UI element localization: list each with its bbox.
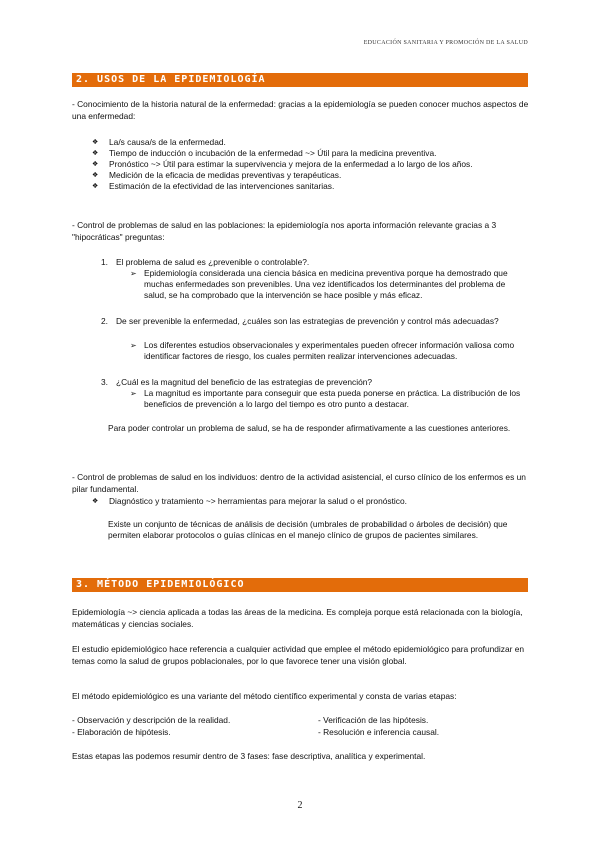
answer-1: ➢ Epidemiología considerada una ciencia básica en medicina preventiva porque ha demostrado que muchas enfermedades son prevenibles. Una vez identificados los determinantes del problema de salud, se ha comprobado que la intervención se hace posible y más eficaz. xyxy=(130,268,508,300)
list-item: ❖ Estimación de la efectividad de las intervenciones sanitarias. xyxy=(92,181,335,191)
list-item: ❖ Pronóstico ~> Útil para estimar la supervivencia y mejora de la enfermedad a lo largo de los años. xyxy=(92,159,473,169)
diamond-bullet-icon: ❖ xyxy=(92,139,99,146)
questions-closing-paragraph: Para poder controlar un problema de salud, se ha de responder afirmativamente a las cuestiones anteriores. xyxy=(108,423,511,433)
stages-column-left xyxy=(72,714,230,738)
arrow-bullet-icon: ➢ xyxy=(130,389,137,398)
arrow-bullet-icon: ➢ xyxy=(130,341,137,350)
section-heading-usos xyxy=(72,73,528,87)
method-paragraph-1: Epidemiología ~> ciencia aplicada a todas las áreas de la medicina. Es compleja porque está relacionada con la biología, matemáticas y ciencias sociales. xyxy=(72,607,523,629)
stages-column-right xyxy=(318,714,439,738)
individuals-paragraph: - Control de problemas de salud en los individuos: dentro de la actividad asistencial, el curso clínico de los enfermos es un pilar fundamental. xyxy=(72,472,526,494)
answer-3: ➢ La magnitud es importante para conseguir que esta pueda ponerse en práctica. La distribución de los beneficios de prevención a lo largo del tiempo es otro punto a destacar. xyxy=(130,388,521,409)
question-3: 3. ¿Cuál es la magnitud del beneficio de las estrategias de prevención? xyxy=(101,377,373,387)
list-item: - Elaboración de hipótesis. xyxy=(72,727,171,737)
method-paragraph-3: El método epidemiológico es una variante del método científico experimental y consta de varias etapas: xyxy=(72,691,457,701)
diamond-bullet-icon: ❖ xyxy=(92,161,99,168)
individuals-list xyxy=(92,496,532,507)
question-1: 1. El problema de salud es ¿prevenible o controlable?. xyxy=(101,257,310,267)
diamond-bullet-icon: ❖ xyxy=(92,150,99,157)
section-title: 3. MÉTODO EPIDEMIOLÓGICO xyxy=(76,579,245,590)
list-item: ❖ La/s causa/s de la enfermedad. xyxy=(92,137,226,147)
list-item: - Resolución e inferencia causal. xyxy=(318,727,440,737)
diamond-bullet-icon: ❖ xyxy=(92,172,99,179)
method-paragraph-4: Estas etapas las podemos resumir dentro de 3 fases: fase descriptiva, analítica y experimental. xyxy=(72,751,426,761)
list-item: - Observación y descripción de la realidad. xyxy=(72,715,231,725)
arrow-bullet-icon: ➢ xyxy=(130,269,137,278)
list-item: - Verificación de las hipótesis. xyxy=(318,715,429,725)
diamond-bullet-icon: ❖ xyxy=(92,498,99,505)
section-heading-metodo xyxy=(72,578,528,592)
running-header: EDUCACIÓN SANITARIA Y PROMOCIÓN DE LA SALUD xyxy=(363,40,528,46)
natural-history-list xyxy=(92,137,532,192)
question-2: 2. De ser prevenible la enfermedad, ¿cuáles son las estrategias de prevención y control más adecuadas? xyxy=(101,316,499,326)
populations-paragraph: - Control de problemas de salud en las poblaciones: la epidemiología nos aporta información relevante gracias a 3 "hipocráticas" preguntas: xyxy=(72,220,497,242)
natural-history-paragraph: - Conocimiento de la historia natural de la enfermedad: gracias a la epidemiología se pueden conocer muchos aspectos de una enfermedad: xyxy=(72,99,529,121)
list-item: ❖ Medición de la eficacia de medidas preventivas y terapéuticas. xyxy=(92,170,342,180)
list-item: ❖ Diagnóstico y tratamiento ~> herramientas para mejorar la salud o el pronóstico. xyxy=(92,496,407,506)
list-item: ❖ Tiempo de inducción o incubación de la enfermedad ~> Útil para la medicina preventiva. xyxy=(92,148,437,158)
answer-2: ➢ Los diferentes estudios observacionales y experimentales pueden ofrecer información valiosa como identificar factores de riesgo, los cuales permiten realizar intervenciones adecuadas. xyxy=(130,340,515,361)
section-title: 2. USOS DE LA EPIDEMIOLOGÍA xyxy=(76,74,266,85)
page-number: 2 xyxy=(297,800,303,811)
diamond-bullet-icon: ❖ xyxy=(92,183,99,190)
method-paragraph-2: El estudio epidemiológico hace referencia a cualquier actividad que emplee el método epidemiológico para profundizar en temas como la salud de grupos poblacionales, por lo que favorece tener una visión global. xyxy=(72,644,525,666)
decision-analysis-note: Existe un conjunto de técnicas de análisis de decisión (umbrales de probabilidad o árboles de decisión) que permiten elaborar protocolos o guías clínicas en el manejo clínico de grupos de pacientes similares. xyxy=(108,519,508,540)
